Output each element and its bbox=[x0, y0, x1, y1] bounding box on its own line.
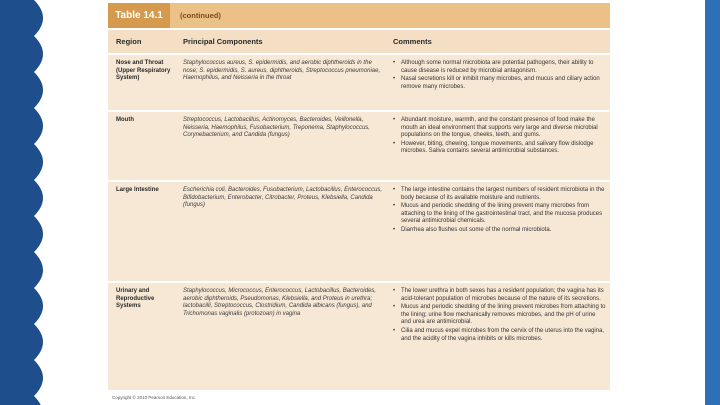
header-components: Principal Components bbox=[183, 37, 263, 46]
table-row bbox=[108, 283, 610, 390]
table-number-tag: Table 14.1 bbox=[108, 3, 170, 28]
comment-bullet: • The large intestine contains the largest numbers of resident microbiota in the body because of its available moisture and nutrients. bbox=[393, 187, 607, 202]
table-row bbox=[108, 182, 610, 281]
row-components: Streptococcus, Lactobacillus, Actinomyces, Bacteroides, Veillonella, Neisseria, Haemophilus, Fusobacterium, Treponema, Staphylococcus, Corynebacterium, and Candida (fungus) bbox=[183, 117, 370, 139]
row-region: Urinary and Reproductive Systems bbox=[116, 288, 155, 310]
copyright-notice: Copyright © 2010 Pearson Education, Inc. bbox=[112, 395, 197, 400]
table-header-row bbox=[108, 30, 610, 53]
row-region: Nose and Throat (Upper Respiratory System) bbox=[116, 60, 171, 82]
header-comments: Comments bbox=[393, 37, 432, 46]
comment-bullet: • Although some normal microbiota are potential pathogens, their ability to cause disease is reduced by microbial antagonism. bbox=[393, 60, 607, 75]
row-components: Staphylococcus, Micrococcus, Enterococcus, Lactobacillus, Bacteroides, aerobic diphtheroids, Pseudomonas, Klebsiella, and Proteus in urethra; lactobacilli, Streptococcus, Clostridium, Candida albicans (fungus), and Trichomonas vaginalis (protozoan) in vagina bbox=[183, 288, 377, 317]
comment-bullet: • Mucus and periodic shedding of the lining prevent many microbes from attaching to the lining of the gastrointestinal tract, and the mucosa produces several antimicrobial chemicals. bbox=[393, 203, 607, 226]
row-region: Mouth bbox=[116, 117, 134, 123]
slide-right-accent-bar bbox=[705, 0, 720, 405]
header-region: Region bbox=[116, 37, 142, 46]
row-comments bbox=[393, 60, 607, 92]
row-comments bbox=[393, 187, 607, 236]
table-title-bar bbox=[108, 3, 610, 28]
comment-bullet: • Cilia and mucus expel microbes from the cervix of the uterus into the vagina, and the acidity of the vagina inhibits or kills microbes. bbox=[393, 328, 607, 343]
table-14-1 bbox=[108, 3, 610, 402]
table-row bbox=[108, 112, 610, 180]
table-row bbox=[108, 55, 610, 110]
comment-bullet: • The lower urethra in both sexes has a resident population; the vagina has its acid-tolerant population of microbes because of the nature of its secretions. bbox=[393, 288, 607, 303]
row-components: Staphylococcus aureus, S. epidermidis, and aerobic diphtheroids in the nose; S. epidermidis, S. aureus, diphtheroids, Streptococcus pneumoniae, Haemophilus, and Neisseria in the throat bbox=[183, 60, 381, 82]
comment-bullet: • Mucus and periodic shedding of the lining prevent microbes from attaching to the lining; urine flow mechanically removes microbes, and the pH of urine and urea are antimicrobial. bbox=[393, 304, 607, 327]
row-region: Large Intestine bbox=[116, 187, 159, 193]
comment-bullet: • However, biting, chewing, tongue movements, and salivary flow dislodge microbes. Saliva contains several antimicrobial substances. bbox=[393, 141, 607, 156]
comment-bullet: • Nasal secretions kill or inhibit many microbes, and mucus and ciliary action remove many microbes. bbox=[393, 76, 607, 91]
table-continued-label: (continued) bbox=[180, 11, 221, 20]
row-comments bbox=[393, 117, 607, 157]
comment-bullet: • Diarrhea also flushes out some of the normal microbiota. bbox=[393, 227, 607, 235]
slide-left-scalloped-band bbox=[0, 0, 52, 405]
row-comments bbox=[393, 288, 607, 344]
row-components: Escherichia coli, Bacteroides, Fusobacterium, Lactobacillus, Enterococcus, Bifidobacterium, Enterobacter, Citrobacter, Proteus, Klebsiella, Candida (fungus) bbox=[183, 187, 383, 209]
comment-bullet: • Abundant moisture, warmth, and the constant presence of food make the mouth an ideal environment that supports very large and diverse microbial populations on the tongue, cheeks, teeth, and gums. bbox=[393, 117, 607, 140]
